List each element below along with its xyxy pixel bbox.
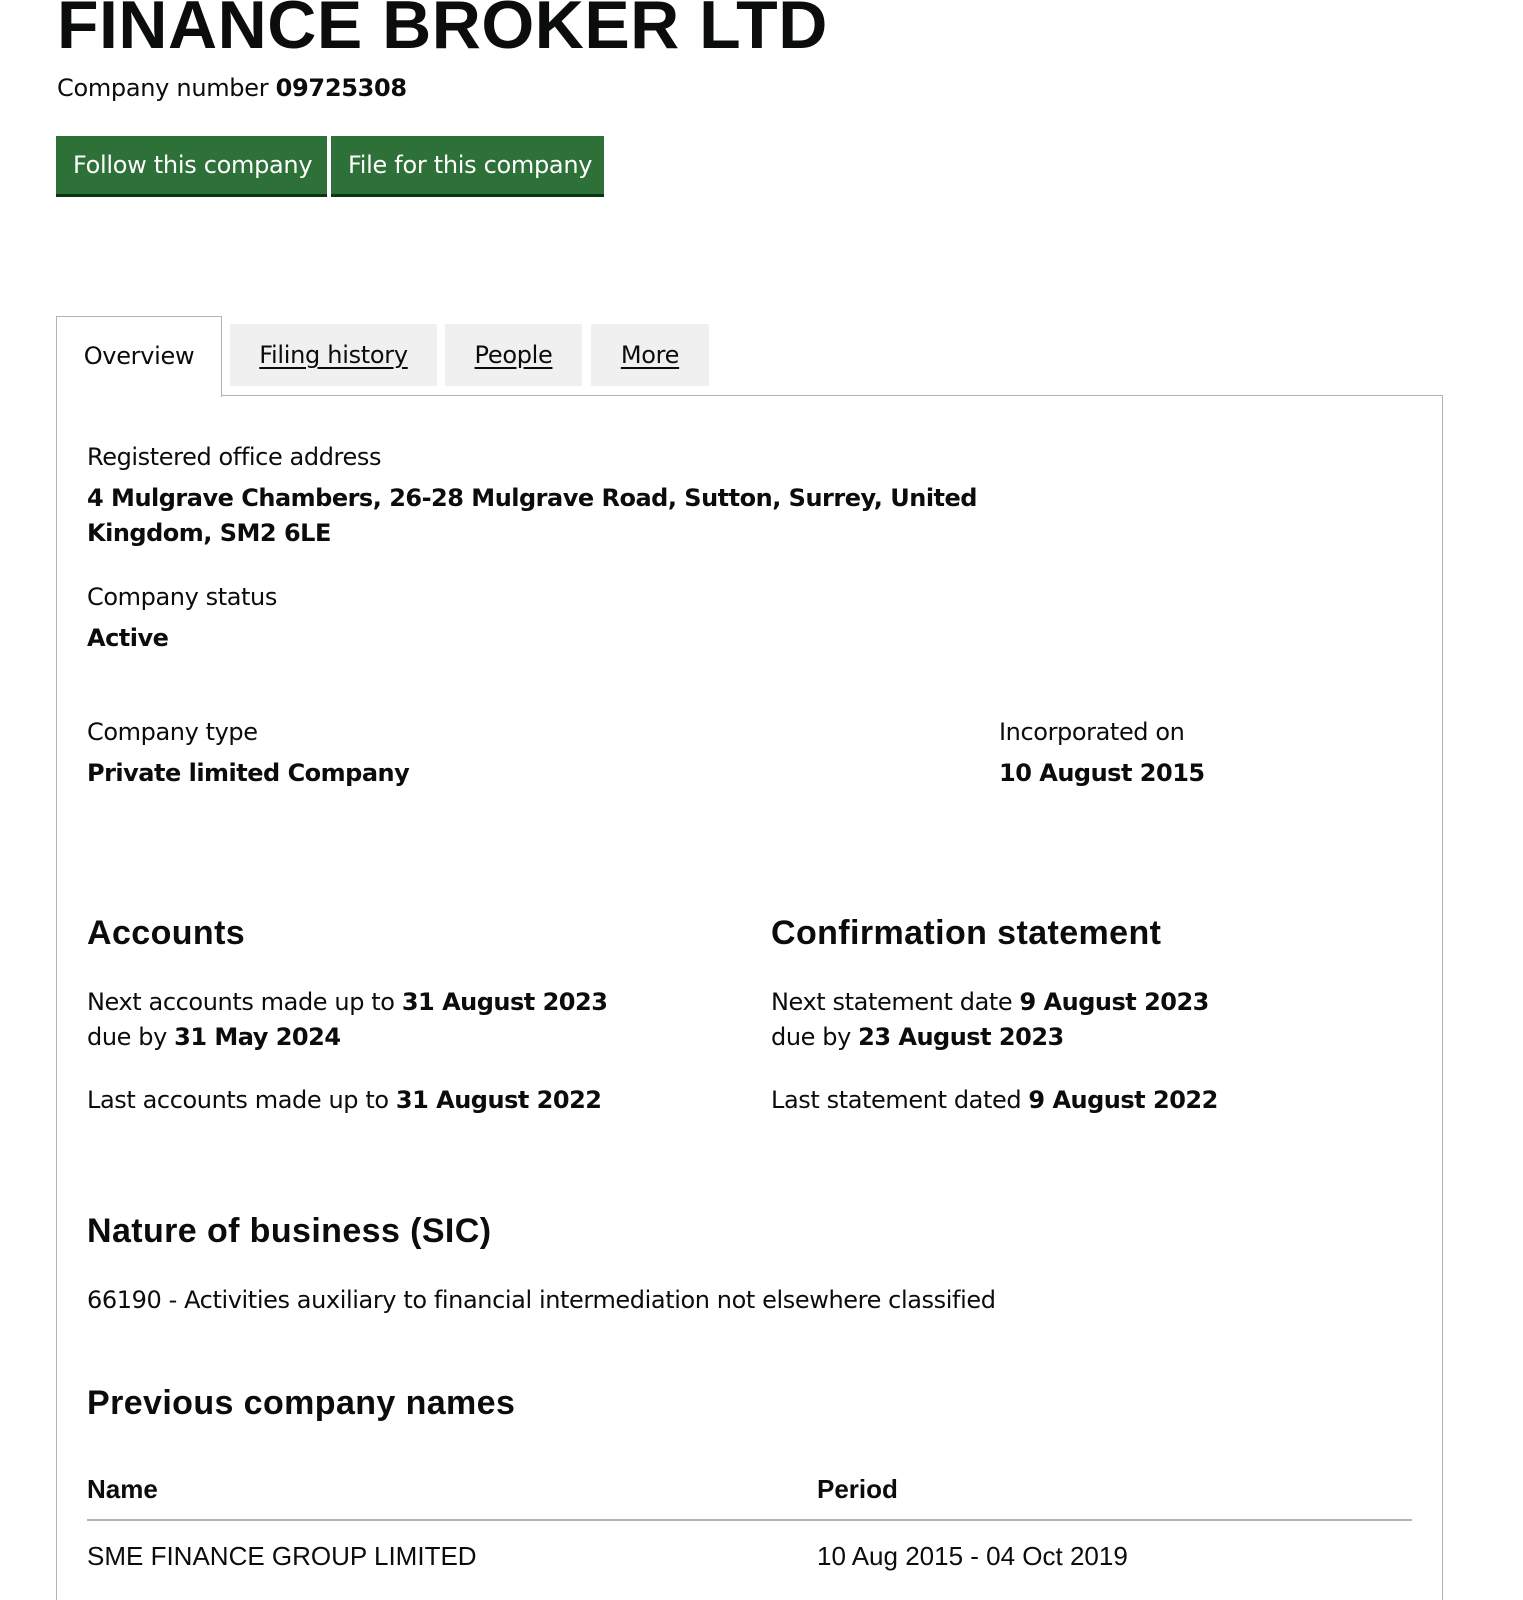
table-divider xyxy=(87,1519,1412,1521)
statement-due-prefix: due by xyxy=(771,1023,851,1051)
tab-people[interactable]: People xyxy=(445,324,582,386)
company-type-value: Private limited Company xyxy=(87,759,410,787)
follow-company-button[interactable]: Follow this company xyxy=(56,136,327,197)
accounts-heading: Accounts xyxy=(87,914,246,952)
accounts-due-date: 31 May 2024 xyxy=(174,1023,341,1051)
last-accounts-date: 31 August 2022 xyxy=(395,1086,602,1114)
tab-filing-history[interactable]: Filing history xyxy=(230,324,437,386)
previous-name-period-cell: 10 Aug 2015 - 04 Oct 2019 xyxy=(817,1541,1128,1571)
accounts-due xyxy=(87,1023,341,1051)
tab-overview[interactable]: Overview xyxy=(56,316,222,397)
statement-due-date: 23 August 2023 xyxy=(858,1023,1064,1051)
last-accounts xyxy=(87,1086,601,1114)
last-statement-prefix: Last statement dated xyxy=(771,1086,1022,1114)
file-for-company-button[interactable]: File for this company xyxy=(331,136,604,197)
last-statement xyxy=(771,1086,1218,1114)
last-statement-date: 9 August 2022 xyxy=(1028,1086,1218,1114)
previous-name-cell: SME FINANCE GROUP LIMITED xyxy=(87,1541,477,1571)
next-statement-date: 9 August 2023 xyxy=(1019,988,1209,1016)
confirmation-heading: Confirmation statement xyxy=(771,914,1162,952)
accounts-due-prefix: due by xyxy=(87,1023,167,1051)
incorporated-label: Incorporated on xyxy=(999,718,1185,746)
registered-office-line2: Kingdom, SM2 6LE xyxy=(87,519,331,547)
statement-due xyxy=(771,1023,1064,1051)
company-status-value: Active xyxy=(87,624,169,652)
company-status-label: Company status xyxy=(87,583,277,611)
sic-heading: Nature of business (SIC) xyxy=(87,1212,492,1250)
company-number-label: Company number xyxy=(57,74,269,102)
column-header-name: Name xyxy=(87,1474,158,1504)
registered-office-label: Registered office address xyxy=(87,443,382,471)
next-accounts xyxy=(87,988,607,1016)
last-accounts-prefix: Last accounts made up to xyxy=(87,1086,389,1114)
next-accounts-prefix: Next accounts made up to xyxy=(87,988,395,1016)
sic-item: 66190 - Activities auxiliary to financial intermediation not elsewhere classified xyxy=(87,1286,996,1314)
next-statement-prefix: Next statement date xyxy=(771,988,1013,1016)
next-accounts-date: 31 August 2023 xyxy=(401,988,608,1016)
incorporated-value: 10 August 2015 xyxy=(999,759,1205,787)
company-name: FINANCE BROKER LTD xyxy=(57,0,828,63)
company-type-label: Company type xyxy=(87,718,258,746)
company-number xyxy=(57,74,407,102)
column-header-period: Period xyxy=(817,1474,898,1504)
company-number-value: 09725308 xyxy=(275,74,407,102)
tab-more[interactable]: More xyxy=(591,324,709,386)
previous-names-heading: Previous company names xyxy=(87,1384,516,1422)
next-statement xyxy=(771,988,1209,1016)
registered-office-line1: 4 Mulgrave Chambers, 26-28 Mulgrave Road, Sutton, Surrey, United xyxy=(87,484,977,512)
